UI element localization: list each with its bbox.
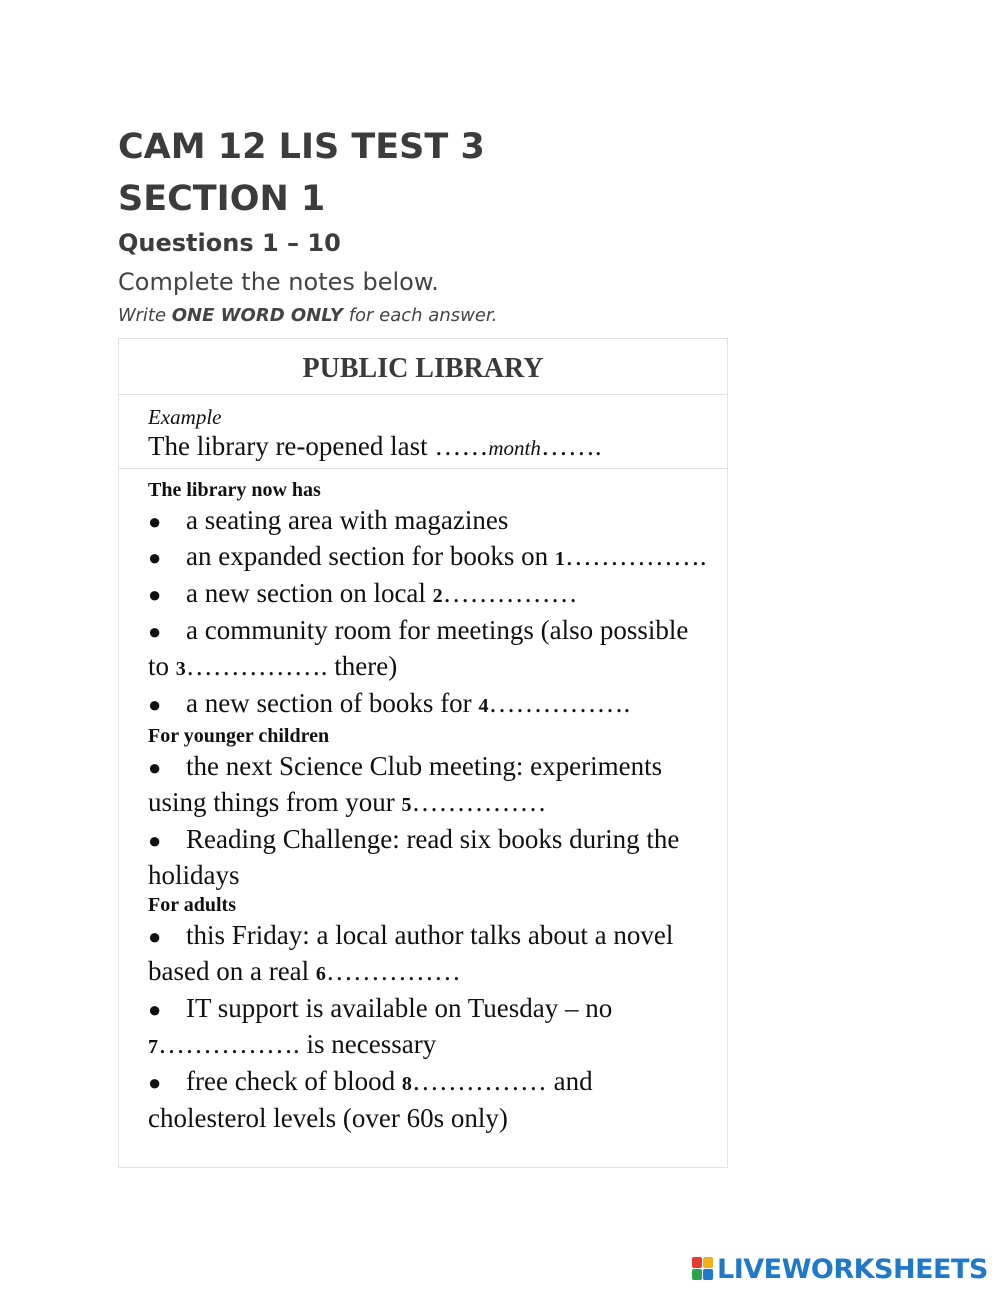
- answer-gap[interactable]: ……………. there): [185, 651, 398, 681]
- example-text: The library re-opened last ……: [148, 431, 489, 461]
- note-item: [148, 749, 708, 822]
- question-number: 8: [401, 1073, 412, 1095]
- notes-table: [118, 338, 728, 1168]
- note-item: [148, 539, 708, 576]
- note-item: [148, 991, 708, 1064]
- bullet-icon: ●: [148, 755, 162, 780]
- question-number: 5: [401, 794, 412, 816]
- note-item: [148, 822, 708, 892]
- write-emphasis: ONE WORD ONLY: [171, 305, 343, 326]
- note-text: Reading Challenge: read six books during the holidays: [148, 824, 680, 890]
- note-text: a new section on local: [186, 578, 433, 608]
- question-number: 1: [554, 548, 565, 570]
- notes-body: [119, 469, 727, 1135]
- answer-gap[interactable]: ……………. is necessary: [158, 1029, 437, 1059]
- answer-gap[interactable]: ……………: [325, 956, 461, 986]
- note-text: this Friday: a local author talks about a novel based on a real: [148, 920, 674, 986]
- answer-gap[interactable]: ……………: [442, 578, 578, 608]
- note-text: the next Science Club meeting: experiments using things from your: [148, 751, 663, 817]
- note-text: an expanded section for books on: [186, 541, 555, 571]
- answer-gap[interactable]: …………….: [488, 688, 631, 718]
- section-title: SECTION 1: [118, 179, 326, 219]
- question-number: 7: [148, 1036, 158, 1058]
- note-text: IT support is available on Tuesday – no: [186, 993, 613, 1023]
- note-text: free check of blood: [186, 1066, 402, 1096]
- bullet-icon: ●: [148, 545, 162, 570]
- logo-text: LIVEWORKSHEETS: [717, 1253, 988, 1285]
- example-tail: …….: [540, 431, 602, 461]
- bullet-icon: ●: [148, 582, 162, 607]
- write-suffix: for each answer.: [342, 305, 498, 326]
- notes-subheading: For adults: [148, 894, 236, 916]
- example-label: Example: [148, 405, 222, 429]
- example-answer: month: [488, 436, 541, 460]
- bullet-icon: ●: [148, 924, 162, 949]
- note-item: [148, 918, 708, 991]
- word-limit-instruction: [118, 305, 497, 326]
- liveworksheets-logo-icon: [692, 1257, 714, 1281]
- note-item: [148, 576, 708, 613]
- notes-subheading: The library now has: [148, 479, 321, 501]
- note-text: a seating area with magazines: [186, 505, 509, 535]
- liveworksheets-logo: [692, 1254, 988, 1284]
- write-prefix: Write: [118, 305, 172, 326]
- notes-title: PUBLIC LIBRARY: [119, 339, 727, 395]
- note-text: a new section of books for: [186, 688, 479, 718]
- example-sentence: [148, 431, 602, 462]
- note-item: [148, 613, 708, 686]
- answer-gap[interactable]: …………… and cholesterol levels (over 60s only): [148, 1066, 593, 1133]
- bullet-icon: ●: [148, 692, 162, 717]
- page-title: CAM 12 LIS TEST 3: [118, 127, 485, 167]
- questions-range: Questions 1 – 10: [118, 229, 341, 257]
- notes-subheading: For younger children: [148, 725, 330, 747]
- bullet-icon: ●: [148, 997, 162, 1022]
- note-item: [148, 503, 708, 539]
- question-number: 3: [175, 658, 186, 680]
- bullet-icon: ●: [148, 828, 162, 853]
- answer-gap[interactable]: ……………: [411, 787, 547, 817]
- question-number: 2: [432, 585, 443, 607]
- bullet-icon: ●: [148, 509, 162, 534]
- note-item: [148, 686, 708, 723]
- instruction-text: Complete the notes below.: [118, 268, 439, 296]
- bullet-icon: ●: [148, 1070, 162, 1095]
- question-number: 4: [478, 695, 489, 717]
- note-text: a community room for meetings (also possible to: [148, 615, 689, 681]
- example-row: [119, 395, 727, 469]
- answer-gap[interactable]: …………….: [564, 541, 707, 571]
- note-item: [148, 1064, 708, 1135]
- bullet-icon: ●: [148, 619, 162, 644]
- question-number: 6: [315, 963, 326, 985]
